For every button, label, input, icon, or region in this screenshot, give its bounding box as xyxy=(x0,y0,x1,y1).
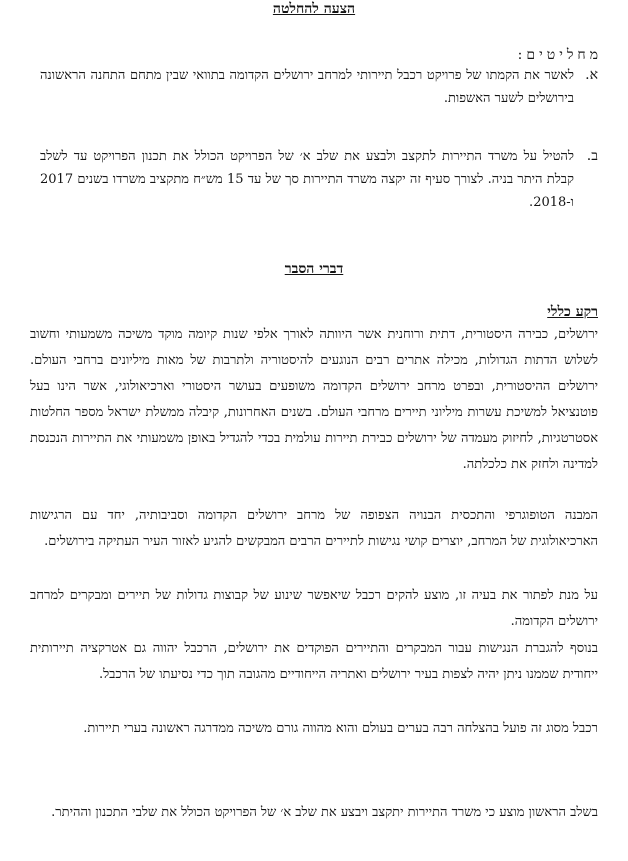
decision-item-a xyxy=(40,64,598,110)
decision-item-b-letter: ב. xyxy=(586,148,598,164)
general-background-heading: רקע כללי xyxy=(547,304,598,320)
paragraph-1: ירושלים, כבירה היסטורית, דתית ורוחנית אשר היוותה לאורך אלפי שנות קיומה מוקד משיכה משמעותי וחשוב לשלוש הדתות הגדולות, מכילה אתרים רבים הנוגעים להיסטוריה ולתרבות של מאות מיליונים ברחבי העולם. ירושלים ההיסטורית, ובפרט מרחב ירושלים הקדומה משופעים בעושר היסטורי וארכיאולוגי, אשר הינו בעל פוטנציאל למשיכת עשרות מיליוני תיירים מרחבי העולם. בשנים האחרונות, קיבלה ממשלת ישראל מספר החלטות אסטרטגיות, לחיזוק מעמדה של ירושלים כבירת תיירות עולמית בכדי להגדיל באופן משמעותי את התיירות הנכנסת למדינה ולחזק את כלכלתה. xyxy=(30,327,598,472)
decision-item-b-text: להטיל על משרד התיירות לתקצב ולבצע את שלב א׳ של הפרויקט הכולל את תכנון הפרויקט עד לשלב קבלת היתר בניה. לצורך סעיף זה יקצה משרד התיירות סך של עד 15 מש״ח מתקציב משרדו בשנים 2017 ו-2018. xyxy=(40,149,575,210)
decision-item-b xyxy=(40,145,598,214)
paragraph-2: המבנה הטופוגרפי והתכסית הבנויה הצפופה של מרחב ירושלים הקדומה וסביבותיה, יחד עם הרגישות הארכיאולוגית של המרחב, יוצרים קושי נגישות לתיירים הרבים המבקשים להגיע לאזור העיר העתיקה בירושלים. xyxy=(30,508,598,549)
paragraph-5: רכבל מסוג זה פועל בהצלחה רבה בערים בעולם והוא מהווה גורם משיכה ממדרגה ראשונה בערי תיירות. xyxy=(83,721,598,736)
paragraph-4: בנוסף להגברת הנגישות עבור המבקרים והתיירים הפוקדים את ירושלים, הרכבל יהווה גם אטרקציה תיירותית ייחודית שממנו ניתן יהיה לצפות בעיר ירושלים ואתריה הייחודיים מהגובה תוך כדי נסיעתו של הרכבל. xyxy=(30,641,598,682)
decision-item-a-letter: א. xyxy=(585,67,598,83)
document-title: הצעה להחלטה xyxy=(272,1,356,17)
paragraph-3: על מנת לפתור את בעיה זו, מוצע להקים רכבל שיאפשר שינוע של קבוצות גדולות של תיירים ומבקרים למרחב ירושלים הקדומה. xyxy=(30,588,598,629)
decide-label: מחליטים: xyxy=(517,47,602,63)
decision-item-a-text: לאשר את הקמתו של פרויקט רכבל תיירותי למרחב ירושלים הקדומה בתוואי שבין מתחם התחנה הראשונה בירושלים לשער האשפות. xyxy=(40,68,574,106)
paragraph-6: בשלב הראשון מוצע כי משרד התיירות יתקצב ויבצע את שלב א׳ של הפרויקט הכולל את שלבי התכנון וההיתר. xyxy=(51,805,598,820)
explanation-heading: דברי הסבר xyxy=(284,261,344,277)
